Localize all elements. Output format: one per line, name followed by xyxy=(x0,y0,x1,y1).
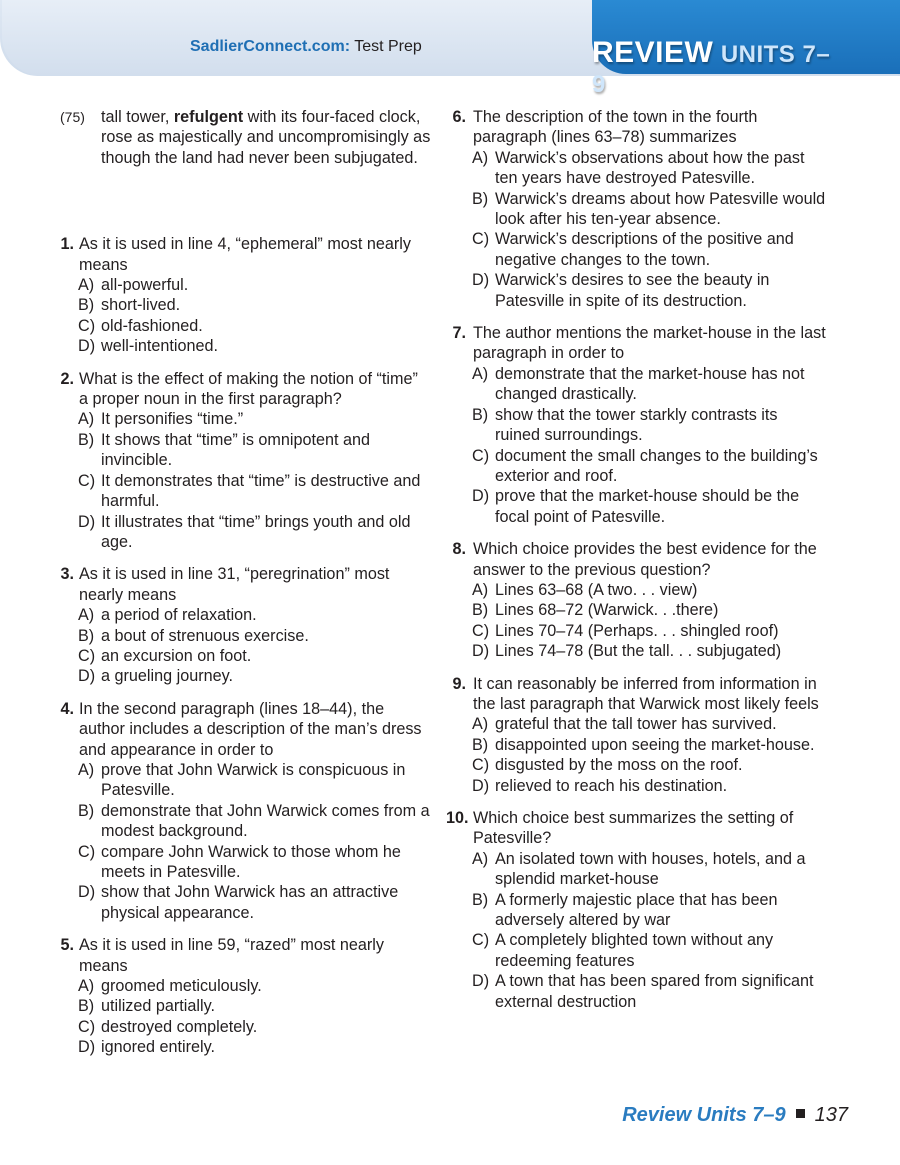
answer-option xyxy=(58,275,430,295)
option-text: an excursion on foot. xyxy=(101,646,252,665)
answer-option xyxy=(58,801,430,842)
question xyxy=(446,323,826,527)
option-text: show that John Warwick has an attractive physical appearance. xyxy=(101,883,399,922)
questions-right xyxy=(446,107,826,1012)
option-text: Lines 68–72 (Warwick. . .there) xyxy=(495,601,719,620)
review-word: REVIEW xyxy=(592,36,714,69)
question xyxy=(446,674,826,796)
option-letter: D) xyxy=(472,271,490,290)
option-letter: D) xyxy=(472,487,490,506)
option-text: It illustrates that “time” brings youth and old age. xyxy=(101,512,411,551)
option-text: groomed meticulously. xyxy=(101,977,262,996)
option-letter: B) xyxy=(472,405,489,424)
answer-option xyxy=(58,882,430,923)
answer-option xyxy=(446,364,826,405)
answer-option xyxy=(58,295,430,315)
question xyxy=(58,369,430,553)
answer-option xyxy=(58,430,430,471)
answer-option xyxy=(446,270,826,311)
answer-option xyxy=(446,890,826,931)
option-letter: A) xyxy=(78,410,95,429)
review-title xyxy=(592,36,832,99)
option-text: Warwick’s desires to see the beauty in Patesville in spite of its destruction. xyxy=(495,271,770,310)
option-letter: C) xyxy=(78,1017,96,1036)
answer-option xyxy=(58,336,430,356)
page-footer xyxy=(622,1104,848,1127)
option-letter: A) xyxy=(78,276,95,295)
question-number: 6. xyxy=(452,108,466,126)
option-text: A completely blighted town without any redeeming features xyxy=(495,931,774,970)
option-letter: A) xyxy=(78,760,95,779)
question xyxy=(58,699,430,923)
site-brand: SadlierConnect.com: xyxy=(190,38,351,55)
answer-option xyxy=(446,776,826,796)
option-text: It demonstrates that “time” is destructive and harmful. xyxy=(101,471,421,511)
option-letter: D) xyxy=(472,776,490,795)
question xyxy=(446,539,826,661)
option-text: demonstrate that John Warwick comes from a modest background. xyxy=(101,801,430,841)
option-text: compare John Warwick to those whom he meets in Patesville. xyxy=(101,842,401,881)
answer-option xyxy=(446,405,826,446)
questions-left xyxy=(58,234,430,1057)
option-letter: B) xyxy=(472,189,489,208)
option-text: It personifies “time.” xyxy=(101,410,244,429)
review-tab xyxy=(592,0,900,98)
option-letter: C) xyxy=(78,842,96,861)
option-text: show that the tower starkly contrasts its ruined surroundings. xyxy=(495,405,778,445)
option-text: old-fashioned. xyxy=(101,316,203,335)
option-letter: D) xyxy=(78,1038,96,1057)
question-stem: The author mentions the market-house in the last paragraph in order to xyxy=(473,324,826,363)
option-text: Lines 63–68 (A two. . . view) xyxy=(495,580,698,599)
option-letter: B) xyxy=(472,890,489,909)
option-letter: B) xyxy=(78,997,95,1016)
option-letter: B) xyxy=(472,735,489,754)
answer-option xyxy=(446,600,826,620)
left-column xyxy=(58,107,430,1070)
question-number: 2. xyxy=(60,369,74,388)
question-number: 10. xyxy=(446,809,469,827)
answer-option xyxy=(446,755,826,775)
answer-option xyxy=(58,760,430,801)
question-stem: What is the effect of making the notion of “time” a proper noun in the first paragraph? xyxy=(79,369,418,409)
answer-option xyxy=(446,580,826,600)
option-text: Lines 74–78 (But the tall. . . subjugated) xyxy=(495,642,782,661)
option-letter: A) xyxy=(472,715,489,734)
option-letter: C) xyxy=(472,621,490,640)
question-stem: In the second paragraph (lines 18–44), the author includes a description of the man’s dress and appearance in order to xyxy=(79,699,422,759)
question xyxy=(58,564,430,686)
option-text: disgusted by the moss on the roof. xyxy=(495,756,743,775)
question-stem: As it is used in line 4, “ephemeral” most nearly means xyxy=(79,235,411,274)
option-letter: D) xyxy=(472,972,490,991)
units-text: UNITS 7–9 xyxy=(592,41,831,98)
question-number: 3. xyxy=(60,565,74,584)
option-text: Warwick’s dreams about how Patesville would look after his ten-year absence. xyxy=(495,189,826,229)
line-number: (75) xyxy=(60,109,85,125)
option-text: short-lived. xyxy=(101,296,181,315)
answer-option xyxy=(58,471,430,512)
answer-option xyxy=(58,666,430,686)
site-section: Test Prep xyxy=(354,38,422,55)
option-letter: D) xyxy=(78,512,96,531)
option-text: A formerly majestic place that has been adversely altered by war xyxy=(495,890,778,930)
option-text: Lines 70–74 (Perhaps. . . shingled roof) xyxy=(495,621,779,640)
option-text: all-powerful. xyxy=(101,276,189,295)
question-number: 4. xyxy=(60,699,74,718)
option-text: a grueling journey. xyxy=(101,667,233,686)
question xyxy=(58,234,430,356)
question-number: 1. xyxy=(60,235,74,254)
answer-option xyxy=(446,930,826,971)
question-number: 9. xyxy=(452,674,466,693)
option-letter: A) xyxy=(78,606,95,625)
option-text: prove that the market-house should be the focal point of Patesville. xyxy=(495,487,800,526)
question-stem: It can reasonably be inferred from information in the last paragraph that Warwick most likely feels xyxy=(473,674,819,713)
option-text: a bout of strenuous exercise. xyxy=(101,626,309,645)
question-number: 5. xyxy=(60,936,74,955)
answer-option xyxy=(446,486,826,527)
option-letter: D) xyxy=(78,883,96,902)
option-text: A town that has been spared from significant external destruction xyxy=(495,972,814,1011)
option-letter: C) xyxy=(472,230,490,249)
option-letter: A) xyxy=(78,977,95,996)
answer-option xyxy=(58,605,430,625)
square-bullet-icon xyxy=(796,1109,805,1118)
option-letter: B) xyxy=(78,801,95,820)
answer-option xyxy=(58,512,430,553)
option-text: document the small changes to the building’s exterior and roof. xyxy=(495,446,818,485)
option-letter: C) xyxy=(472,931,490,950)
option-letter: D) xyxy=(78,337,96,356)
answer-option xyxy=(446,229,826,270)
passage-text-after: with its four-faced clock, rose as majestically and uncompromisingly as though the land had never been subjugated. xyxy=(101,108,431,167)
option-text: prove that John Warwick is conspicuous in Patesville. xyxy=(101,760,406,800)
answer-option xyxy=(58,646,430,666)
option-letter: C) xyxy=(472,446,490,465)
option-letter: B) xyxy=(78,626,95,645)
page-number: 137 xyxy=(814,1104,848,1126)
answer-option xyxy=(58,626,430,646)
question-stem: The description of the town in the fourth paragraph (lines 63–78) summarizes xyxy=(473,108,758,147)
option-text: destroyed completely. xyxy=(101,1017,258,1036)
question-stem: Which choice best summarizes the setting of Patesville? xyxy=(473,809,794,848)
passage-excerpt xyxy=(58,107,431,168)
option-letter: C) xyxy=(78,646,96,665)
answer-option xyxy=(58,1017,430,1037)
answer-option xyxy=(58,409,430,429)
answer-option xyxy=(446,849,826,890)
answer-option xyxy=(446,971,826,1012)
answer-option xyxy=(446,446,826,487)
answer-option xyxy=(58,842,430,883)
right-column xyxy=(446,107,826,1024)
option-letter: C) xyxy=(78,316,96,335)
question-stem: Which choice provides the best evidence for the answer to the previous question? xyxy=(473,540,817,579)
question-number: 8. xyxy=(452,540,466,559)
header-bar xyxy=(0,0,900,98)
answer-option xyxy=(58,996,430,1016)
option-text: grateful that the tall tower has survived. xyxy=(495,715,777,734)
question-stem: As it is used in line 59, “razed” most nearly means xyxy=(79,936,384,975)
option-text: An isolated town with houses, hotels, and a splendid market-house xyxy=(495,849,806,889)
option-text: Warwick’s observations about how the past ten years have destroyed Patesville. xyxy=(495,148,805,188)
answer-option xyxy=(446,735,826,755)
option-text: well-intentioned. xyxy=(101,337,218,356)
question xyxy=(58,935,430,1057)
answer-option xyxy=(58,1037,430,1057)
option-letter: B) xyxy=(78,296,95,315)
answer-option xyxy=(446,148,826,189)
option-letter: D) xyxy=(472,642,490,661)
option-text: a period of relaxation. xyxy=(101,606,257,625)
footer-label: Review Units 7–9 xyxy=(622,1104,786,1126)
answer-option xyxy=(446,714,826,734)
option-letter: A) xyxy=(472,364,489,383)
option-letter: A) xyxy=(472,580,489,599)
question xyxy=(446,808,826,1012)
answer-option xyxy=(446,189,826,230)
question-stem: As it is used in line 31, “peregrination” most nearly means xyxy=(79,565,390,604)
option-text: disappointed upon seeing the market-house. xyxy=(495,735,815,754)
answer-option xyxy=(446,621,826,641)
option-letter: B) xyxy=(78,430,95,449)
option-text: utilized partially. xyxy=(101,997,215,1016)
option-letter: A) xyxy=(472,148,489,167)
answer-option xyxy=(58,976,430,996)
option-letter: A) xyxy=(472,849,489,868)
option-text: Warwick’s descriptions of the positive and negative changes to the town. xyxy=(495,230,794,269)
answer-option xyxy=(58,316,430,336)
option-letter: D) xyxy=(78,667,96,686)
site-line xyxy=(190,38,422,56)
option-text: relieved to reach his destination. xyxy=(495,776,728,795)
option-letter: B) xyxy=(472,601,489,620)
passage-text-before: tall tower, xyxy=(101,108,174,126)
option-text: ignored entirely. xyxy=(101,1038,215,1057)
answer-option xyxy=(446,641,826,661)
question xyxy=(446,107,826,311)
option-text: It shows that “time” is omnipotent and invincible. xyxy=(101,430,371,470)
passage-bold-word: refulgent xyxy=(173,108,244,126)
question-number: 7. xyxy=(452,324,466,343)
option-text: demonstrate that the market-house has not changed drastically. xyxy=(495,364,805,404)
option-letter: C) xyxy=(472,756,490,775)
option-letter: C) xyxy=(78,471,96,490)
